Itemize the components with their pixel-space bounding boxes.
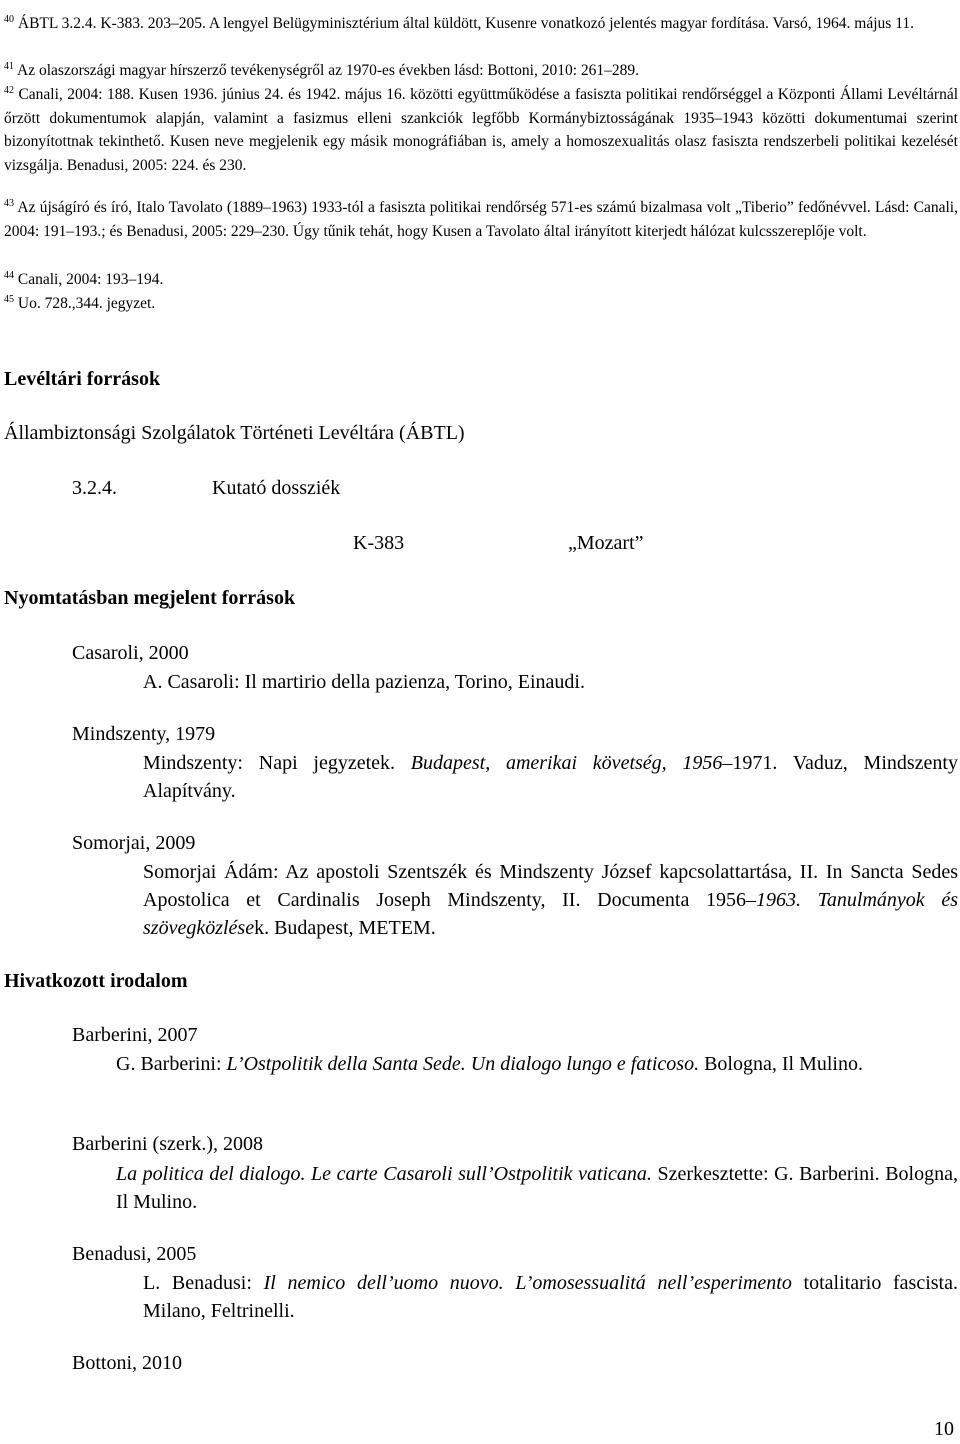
reference-text: Somorjai Ádám: Az apostoli Szentszék és Mindszenty József kapcsolattartása, II. In Sancta Sedes Apostolica et Cardinalis Joseph Mindszenty, II. Documenta 1956–1963. Tanulmányok és szövegközlések. Budapest, METEM. — [143, 861, 958, 939]
citation-key: Somorjai, 2009 — [72, 832, 196, 854]
literature-heading: Hivatkozott irodalom — [4, 970, 188, 992]
reference-text: L. Benadusi: Il nemico dell’uomo nuovo. L’omosessualitá nell’esperimento totalitario fascista. Milano, Feltrinelli. — [143, 1272, 958, 1322]
archival-heading: Levéltári források — [4, 368, 161, 390]
footnote-number: 44 — [4, 270, 14, 281]
footnote-43 — [4, 196, 958, 243]
footnote-text: Az újságíró és író, Italo Tavolato (1889–1963) 1933-tól a fasiszta politikai rendőrség 571-es számú bizalmasa volt „Tiberio” fedőnévvel. Lásd: Canali, 2004: 191–193.; és Benadusi, 2005: 229–230. Úgy tűnik tehát, hogy Kusen a Tavolato által irányított kiterjedt hálózat kulcsszereplője volt. — [4, 199, 958, 240]
reference-text: A. Casaroli: Il martirio della pazienza, Torino, Einaudi. — [143, 671, 585, 693]
footnote-42 — [4, 83, 958, 177]
footnote-text: Uo. 728.,344. jegyzet. — [17, 295, 156, 312]
footnote-44 — [4, 268, 958, 292]
citation-key: Barberini, 2007 — [72, 1024, 198, 1046]
citation-key: Mindszenty, 1979 — [72, 723, 216, 745]
page-number: 10 — [934, 1418, 954, 1440]
footnote-number: 42 — [4, 85, 14, 96]
printed-sources-heading: Nyomtatásban megjelent források — [4, 587, 296, 609]
footnote-40 — [4, 12, 958, 36]
citation-key: Barberini (szerk.), 2008 — [72, 1133, 264, 1155]
citation-key: Benadusi, 2005 — [72, 1243, 197, 1265]
footnote-number: 40 — [4, 14, 14, 25]
reference-text: G. Barberini: L’Ostpolitik della Santa Sede. Un dialogo lungo e faticoso. Bologna, Il Mulino. — [116, 1053, 863, 1075]
citation-key: Bottoni, 2010 — [72, 1352, 183, 1374]
file-name: „Mozart” — [568, 532, 644, 554]
reference-text: Mindszenty: Napi jegyzetek. Budapest, amerikai követség, 1956–1971. Vaduz, Mindszenty Alapítvány. — [143, 752, 958, 802]
series-number: 3.2.4. — [72, 477, 117, 499]
footnote-text: ÁBTL 3.2.4. K-383. 203–205. A lengyel Belügyminisztérium által küldött, Kusenre vonatkozó jelentés magyar fordítása. Varsó, 1964. május 11. — [17, 15, 914, 32]
file-id: K-383 — [353, 532, 405, 554]
citation-key: Casaroli, 2000 — [72, 642, 189, 664]
archival-institution: Állambiztonsági Szolgálatok Történeti Levéltára (ÁBTL) — [4, 422, 465, 444]
series-name: Kutató dossziék — [212, 477, 341, 499]
footnote-number: 41 — [4, 61, 14, 72]
footnote-text: Az olaszországi magyar hírszerző tevékenységről az 1970-es években lásd: Bottoni, 2010: 261–289. — [17, 62, 639, 79]
footnote-text: Canali, 2004: 188. Kusen 1936. június 24. és 1942. május 16. közötti együttműködése a fasiszta politikai rendőrséggel a Központi Állami Levéltárnál őrzött dokumentumok alapján, valamint a fasizmus elleni szankciók legfőbb Kormánybiztosságának 1935–1943 közötti dokumentumai szerint bizonyítottnak tekinthető. Kusen neve megjelenik egy másik monográfiában is, amely a homoszexualitás olasz fasiszta rendszerbeli politikai kezelését vizsgálja. Benadusi, 2005: 224. és 230. — [4, 86, 959, 174]
footnote-number: 45 — [4, 294, 14, 305]
footnote-45 — [4, 292, 958, 316]
footnote-41 — [4, 59, 958, 83]
footnote-number: 43 — [4, 198, 14, 209]
reference-text: La politica del dialogo. Le carte Casaroli sull’Ostpolitik vaticana. Szerkesztette: G. Barberini. Bologna, Il Mulino. — [116, 1163, 958, 1213]
footnote-text: Canali, 2004: 193–194. — [17, 271, 164, 288]
